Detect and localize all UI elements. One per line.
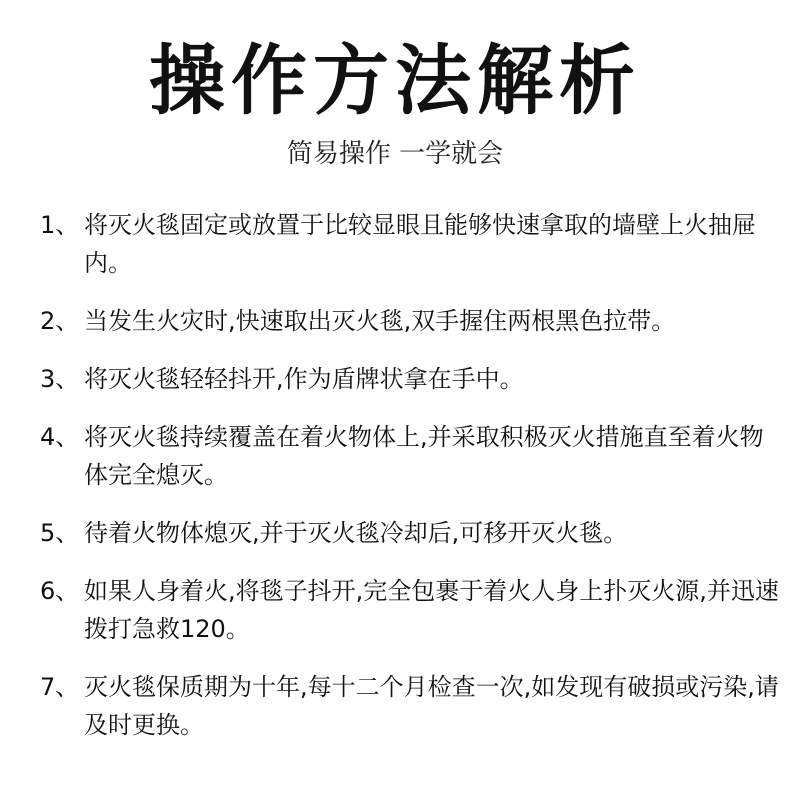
page-title: 操作方法解析 [149,36,641,125]
step-1 [40,206,780,282]
step-number: 2、 [40,307,80,335]
step-number: 6、 [40,577,80,605]
step-text: 将灭火毯轻轻抖开,作为盾牌状拿在手中。 [84,365,524,393]
step-7 [40,668,780,744]
step-text: 将灭火毯持续覆盖在着火物体上,并采取积极灭火措施直至着火物体完全熄灭。 [84,423,764,489]
step-5 [40,514,780,552]
page-subtitle: 简易操作 一学就会 [286,139,504,169]
step-text: 将灭火毯固定或放置于比较显眼且能够快速拿取的墙壁上火抽屉内。 [84,211,756,277]
step-text: 待着火物体熄灭,并于灭火毯冷却后,可移开灭火毯。 [84,519,628,547]
step-number: 1、 [40,211,80,239]
step-text: 灭火毯保质期为十年,每十二个月检查一次,如发现有破损或污染,请及时更换。 [84,673,779,739]
step-number: 5、 [40,519,80,547]
step-4 [40,418,780,494]
step-text: 当发生火灾时,快速取出灭火毯,双手握住两根黑色拉带。 [84,307,676,335]
step-number: 3、 [40,365,80,393]
step-3 [40,360,780,398]
step-number: 4、 [40,423,80,451]
steps-list [40,206,780,744]
step-6 [40,572,780,648]
step-text: 如果人身着火,将毯子抖开,完全包裹于着火人身上扑灭火源,并迅速拨打急救120。 [84,577,779,643]
step-number: 7、 [40,673,80,701]
step-2 [40,302,780,340]
